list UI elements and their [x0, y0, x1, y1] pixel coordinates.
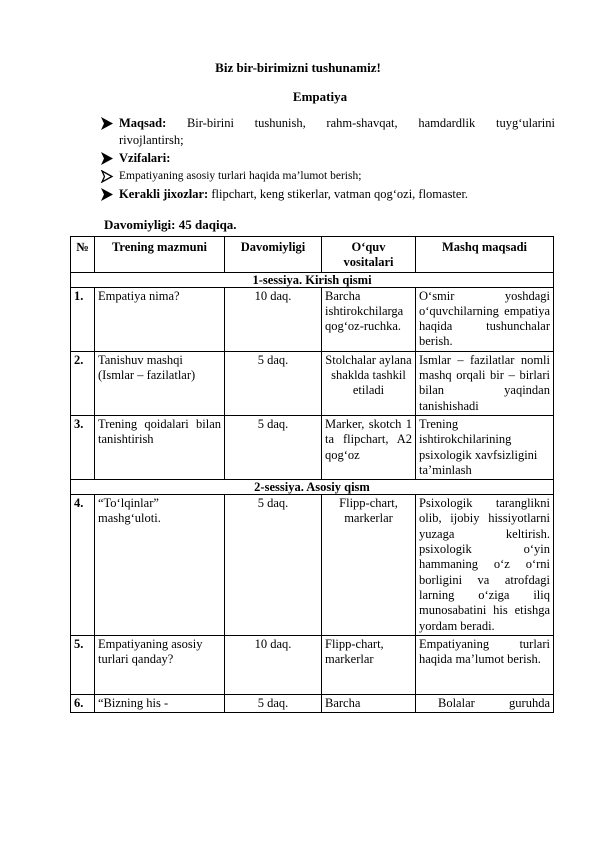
header-goal: Mashq maqsadi [416, 237, 554, 273]
row-duration: 10 daq. [225, 635, 322, 694]
arrow-outline-bullet-icon [100, 170, 114, 183]
row-tools: Stolchalar aylana shaklda tashkil etiladi [322, 351, 416, 415]
arrow-bullet-icon [100, 188, 114, 201]
row-goal: Psixologik taranglikni olib, ijobiy hissiyotlarni yuzaga keltirish. psixologik o‘yin hammaning o‘z o‘rni borligini va atrofdagi larning o‘ziga iliq munosabatini his etishga yordam beradi. [416, 495, 554, 636]
bullet-tasks-label: Vzifalari: [119, 151, 171, 165]
bullet-tasks [100, 150, 555, 167]
row-number: 2. [71, 351, 95, 415]
table-header-row [71, 237, 554, 273]
arrow-bullet-icon [100, 117, 114, 130]
row-number: 4. [71, 495, 95, 636]
bullet-list [100, 115, 555, 204]
row-duration: 10 daq. [225, 287, 322, 351]
row-tools: Barcha [322, 694, 416, 712]
row-duration: 5 daq. [225, 694, 322, 712]
table-row [71, 635, 554, 694]
row-duration: 5 daq. [225, 495, 322, 636]
arrow-bullet-icon [100, 152, 114, 165]
training-plan-table [70, 236, 554, 713]
row-duration: 5 daq. [225, 415, 322, 479]
row-number: 5. [71, 635, 95, 694]
row-tools: Marker, skotch 1 ta flipchart, A2 qog‘oz [322, 415, 416, 479]
total-duration: Davomiyligi: 45 daqiqa. [104, 217, 237, 232]
row-tools: Flipp-chart, markerlar [322, 495, 416, 636]
row-goal: Empatiyaning turlari haqida ma’lumot berish. [416, 635, 554, 694]
bullet-goal [100, 115, 555, 149]
row-content: Tanishuv mashqi (Ismlar – fazilatlar) [95, 351, 225, 415]
table-row [71, 415, 554, 479]
bullet-equipment-text: flipchart, keng stikerlar, vatman qog‘ozi, flomaster. [208, 187, 469, 201]
row-tools: Flipp-chart, markerlar [322, 635, 416, 694]
row-duration: 5 daq. [225, 351, 322, 415]
row-goal: Bolalar guruhda [416, 694, 554, 712]
header-duration: Davomiyligi [225, 237, 322, 273]
row-goal: Trening ishtirokchilarining psixologik xavfsizligini ta’minlash [416, 415, 554, 479]
bullet-task-item-text: Empatiyaning asosiy turlari haqida ma’lumot berish; [119, 170, 362, 182]
table-row [71, 495, 554, 636]
row-number: 3. [71, 415, 95, 479]
bullet-task-item [100, 168, 555, 185]
table-row [71, 287, 554, 351]
section-title: 1-sessiya. Kirish qismi [71, 272, 554, 287]
row-goal: Ismlar – fazilatlar nomli mashq orqali bir – birlari bilan yaqindan tanishishadi [416, 351, 554, 415]
bullet-equipment [100, 186, 555, 203]
row-content: “Bizning his - [95, 694, 225, 712]
row-content: “To‘lqinlar” mashg‘uloti. [95, 495, 225, 636]
header-content: Trening mazmuni [95, 237, 225, 273]
bullet-goal-label: Maqsad: [119, 116, 167, 130]
section-row [71, 480, 554, 495]
table-row [71, 351, 554, 415]
row-goal: O‘smir yoshdagi o‘quvchilarning empatiya haqida tushunchalar berish. [416, 287, 554, 351]
bullet-goal-text: Bir-birini tushunish, rahm-shavqat, hamdardlik tuyg‘ularini [166, 116, 555, 130]
header-tools: O‘quv vositalari [322, 237, 416, 273]
row-content: Empatiya nima? [95, 287, 225, 351]
table-row [71, 694, 554, 712]
row-number: 6. [71, 694, 95, 712]
row-content: Empatiyaning asosiy turlari qanday? [95, 635, 225, 694]
document-subtitle: Empatiya [292, 89, 348, 104]
row-tools: Barcha ishtirokchilarga qog‘oz-ruchka. [322, 287, 416, 351]
row-content: Trening qoidalari bilan tanishtirish [95, 415, 225, 479]
bullet-equipment-label: Kerakli jixozlar: [119, 187, 209, 201]
header-number: № [71, 237, 95, 273]
document-title: Biz bir-birimizni tushunamiz! [215, 60, 381, 75]
section-title: 2-sessiya. Asosiy qism [71, 480, 554, 495]
bullet-goal-text-continued: rivojlantirsh; [119, 133, 184, 147]
row-number: 1. [71, 287, 95, 351]
section-row [71, 272, 554, 287]
